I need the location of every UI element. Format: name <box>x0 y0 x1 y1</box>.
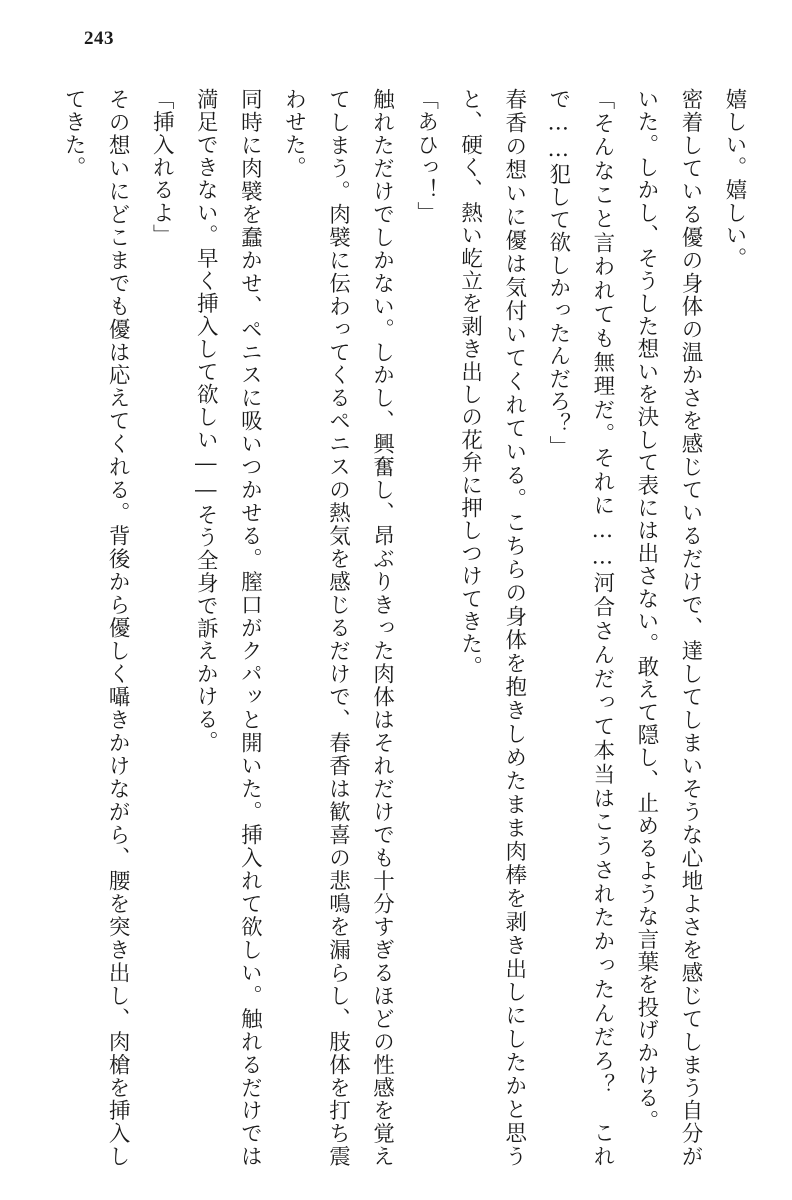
paragraph: 同時に肉襞を蠢かせ、ペニスに吸いつかせる。膣口がクパッと開いた。挿入れて欲しい。触れるだけでは満足できない。早く挿入して欲しい――そう全身で訴えかける。 <box>193 88 263 1168</box>
paragraph: その想いにどこまでも優は応えてくれる。背後から優しく囁きかけながら、腰を突き出し、肉槍を挿入してきた。 <box>61 88 131 1168</box>
paragraph: 触れただけでしかない。しかし、興奮し、昂ぶりきった肉体はそれだけでも十分すぎるほどの性感を覚えてしまう。肉襞に伝わってくるペニスの熱気を感じるだけで、春香は歓喜の悲鳴を漏らし、肢体を打ち震わせた。 <box>281 88 395 1168</box>
paragraph: 嬉しい。嬉しい。 <box>722 88 747 270</box>
paragraph: 密着している優の身体の温かさを感じているだけで、達してしまいそうな心地よさを感じてしまう自分がいた。しかし、そうした想いを決して表には出さない。敢えて隠し、止めるような言葉を投げかける。 <box>633 88 703 1168</box>
paragraph: 「挿入れるよ」 <box>149 88 175 247</box>
paragraph: 「そんなこと言われても無理だ。それに……河合さんだって本当はこうされたかったんだろ？ これで……犯して欲しかったんだろ？」 <box>545 88 615 1168</box>
page-number: 243 <box>84 28 114 49</box>
paragraph: 「あひっ！」 <box>413 88 439 225</box>
paragraph: 春香の想いに優は気付いてくれている。こちらの身体を抱きしめたまま肉棒を剥き出しにしたかと思うと、硬く、熱い屹立を剥き出しの花弁に押しつけてきた。 <box>457 88 527 1168</box>
page-body-text <box>36 88 756 1168</box>
